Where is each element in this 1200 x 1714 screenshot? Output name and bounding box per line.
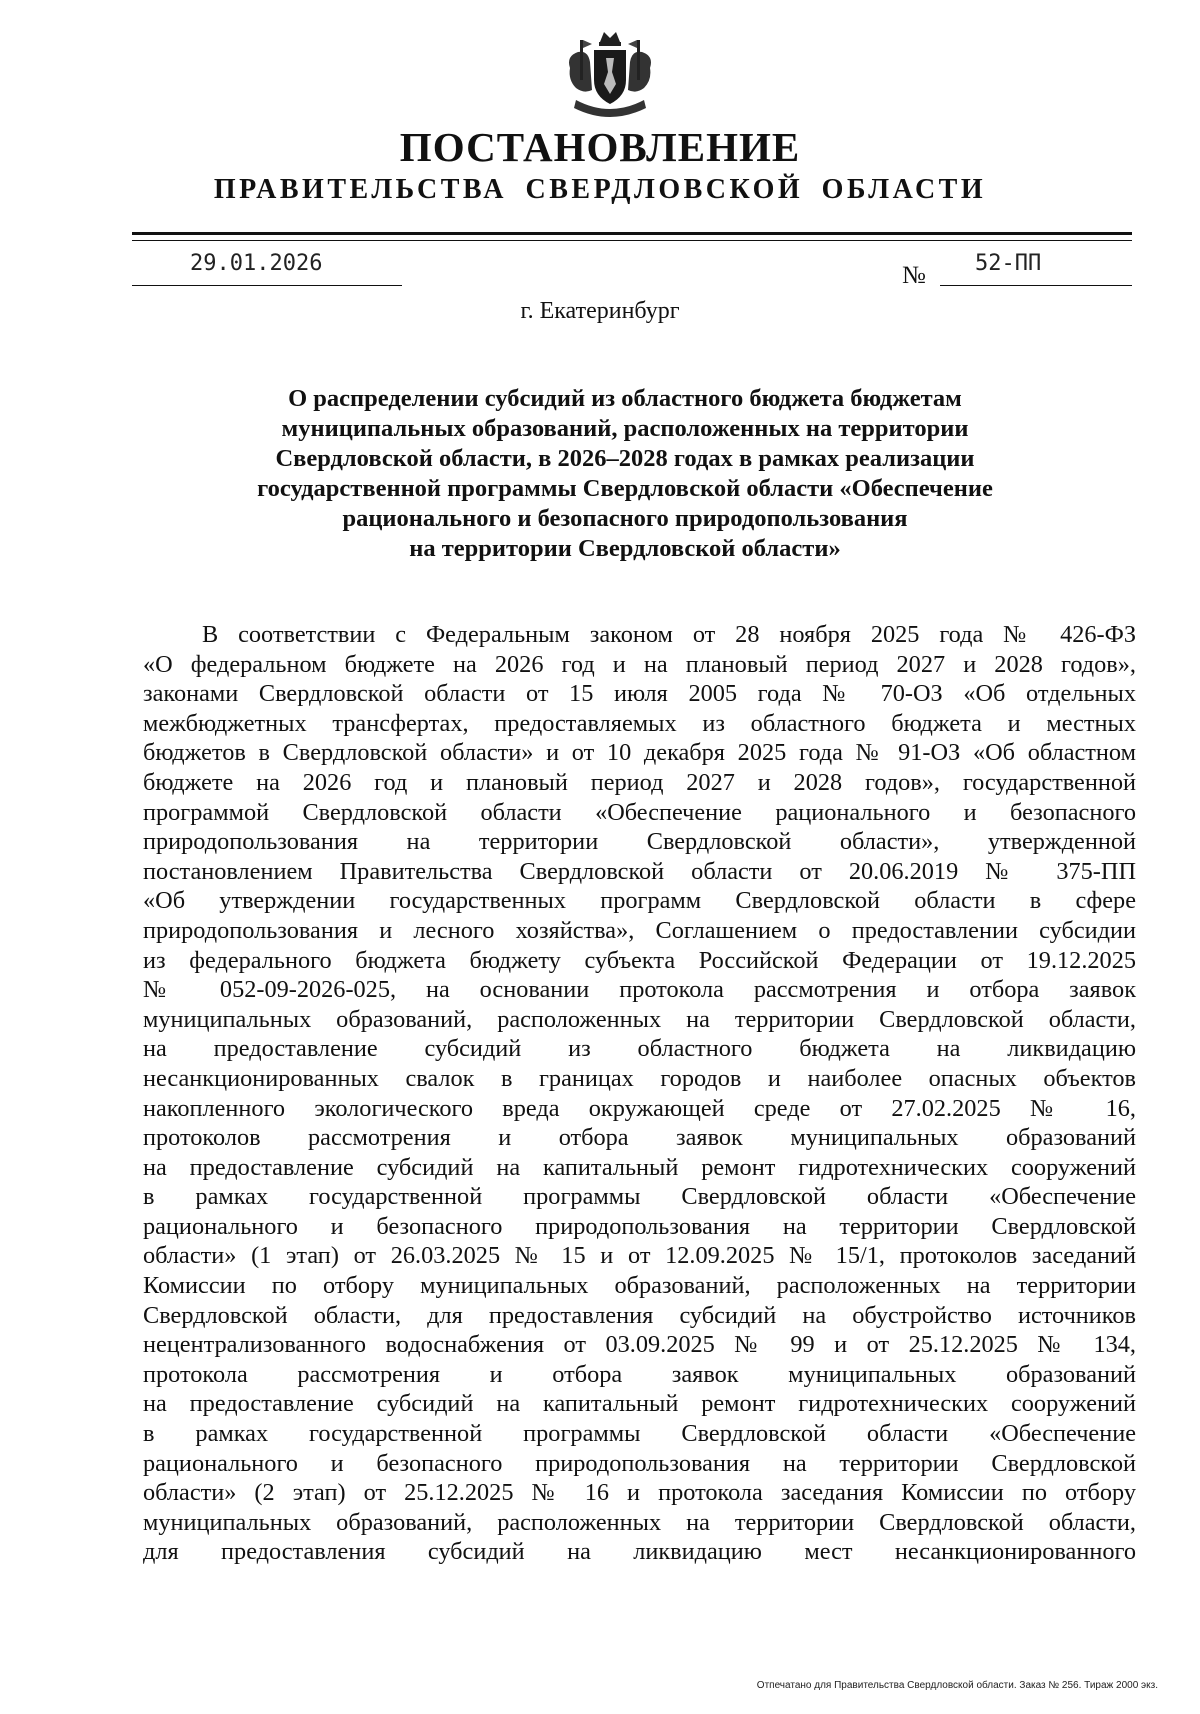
header-divider-thin xyxy=(132,240,1132,241)
heading-line: на территории Свердловской области» xyxy=(409,535,841,562)
number-underline xyxy=(940,285,1132,286)
heading-line: О распределении субсидий из областного бюджета бюджетам xyxy=(288,385,962,412)
body-line: на предоставление субсидий на капитальный ремонт гидротехнических сооружений xyxy=(143,1153,1136,1181)
body-line: Комиссии по отбору муниципальных образований, расположенных на территории xyxy=(143,1272,1136,1300)
body-line: для предоставления субсидий на ликвидацию мест несанкционированного xyxy=(143,1538,1136,1566)
body-line: в рамках государственной программы Свердловской области «Обеспечение xyxy=(143,1420,1136,1448)
document-number: 52-ПП xyxy=(975,251,1042,276)
document-date: 29.01.2026 xyxy=(190,251,323,276)
body-line: муниципальных образований, расположенных на территории Свердловской области, xyxy=(143,1508,1136,1536)
body-line: рационального и безопасного природопользования на территории Свердловской xyxy=(143,1449,1136,1477)
body-line: муниципальных образований, расположенных на территории Свердловской области, xyxy=(143,1005,1136,1033)
body-line: накопленного экологического вреда окружающей среде от 27.02.2025 № 16, xyxy=(143,1094,1136,1122)
document-body xyxy=(143,620,1136,1567)
body-line: несанкционированных свалок в границах городов и наиболее опасных объектов xyxy=(143,1064,1136,1092)
body-line: природопользования на территории Свердловской области», утвержденной xyxy=(143,828,1136,856)
body-line: Свердловской области, для предоставления субсидий на обустройство источников xyxy=(143,1301,1136,1329)
body-line: постановлением Правительства Свердловской области от 20.06.2019 № 375-ПП xyxy=(143,857,1136,885)
body-line: № 052-09-2026-025, на основании протокола рассмотрения и отбора заявок xyxy=(143,976,1136,1004)
body-line: «Об утверждении государственных программ Свердловской области в сфере xyxy=(143,887,1136,915)
body-line: протокола рассмотрения и отбора заявок муниципальных образований xyxy=(143,1360,1136,1388)
body-line: на предоставление субсидий на капитальный ремонт гидротехнических сооружений xyxy=(143,1390,1136,1418)
body-line: «О федеральном бюджете на 2026 год и на плановый период 2027 и 2028 годов», xyxy=(143,650,1136,678)
body-line: на предоставление субсидий из областного бюджета на ликвидацию xyxy=(143,1035,1136,1063)
body-line: области» (1 этап) от 26.03.2025 № 15 и от 12.09.2025 № 15/1, протоколов заседаний xyxy=(143,1242,1136,1270)
body-line: В соответствии с Федеральным законом от 28 ноября 2025 года № 426-ФЗ xyxy=(202,621,1136,648)
body-line: программой Свердловской области «Обеспечение рационального и безопасного xyxy=(143,798,1136,826)
document-type-title: ПОСТАНОВЛЕНИЕ xyxy=(399,124,801,170)
issuing-authority-title: ПРАВИТЕЛЬСТВА СВЕРДЛОВСКОЙ ОБЛАСТИ xyxy=(213,174,987,205)
number-sign: № xyxy=(902,262,926,289)
heading-line: Свердловской области, в 2026–2028 годах в рамках реализации xyxy=(275,445,975,472)
body-line: протоколов рассмотрения и отбора заявок муниципальных образований xyxy=(143,1124,1136,1152)
coat-of-arms-emblem xyxy=(562,28,658,128)
header-divider-thick xyxy=(132,232,1132,235)
heading-line: муниципальных образований, расположенных на территории xyxy=(281,415,969,442)
body-line: рационального и безопасного природопользования на территории Свердловской xyxy=(143,1212,1136,1240)
body-line: межбюджетных трансфертах, предоставляемых из областного бюджета и местных xyxy=(143,709,1136,737)
body-line: нецентрализованного водоснабжения от 03.09.2025 № 99 и от 25.12.2025 № 134, xyxy=(143,1331,1136,1359)
date-underline xyxy=(132,285,402,286)
heading-line: государственной программы Свердловской области «Обеспечение xyxy=(257,475,993,502)
print-note: Отпечатано для Правительства Свердловской области. Заказ № 256. Тираж 2000 экз. xyxy=(756,1680,1158,1691)
body-line: бюджетов в Свердловской области» и от 10 декабря 2025 года № 91-ОЗ «Об областном xyxy=(143,739,1136,767)
body-line: бюджете на 2026 год и плановый период 2027 и 2028 годов», государственной xyxy=(143,768,1136,796)
body-line: из федерального бюджета бюджету субъекта Российской Федерации от 19.12.2025 xyxy=(143,946,1136,974)
body-line: области» (2 этап) от 25.12.2025 № 16 и протокола заседания Комиссии по отбору xyxy=(143,1479,1136,1507)
body-line: в рамках государственной программы Свердловской области «Обеспечение xyxy=(143,1183,1136,1211)
document-heading xyxy=(200,384,1050,564)
body-line: природопользования и лесного хозяйства», Соглашением о предоставлении субсидии xyxy=(143,916,1136,944)
issuing-city: г. Екатеринбург xyxy=(520,298,680,324)
body-line: законами Свердловской области от 15 июля 2005 года № 70-ОЗ «Об отдельных xyxy=(143,680,1136,708)
heading-line: рационального и безопасного природопользования xyxy=(342,505,908,532)
